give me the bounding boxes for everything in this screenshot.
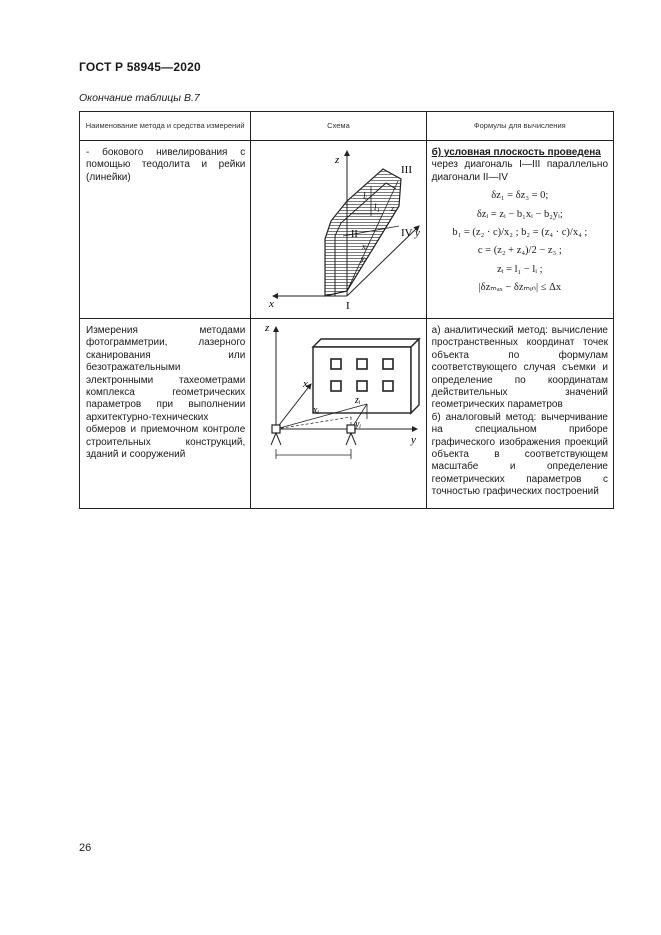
camera-station-left-icon [271,425,281,445]
axis-label-z: z [335,154,340,166]
axis-label-z: z [265,322,270,334]
axis-label-y: y [411,434,417,446]
formula-1: δz₁ = δz₃ = 0; [491,190,549,202]
method-cell [80,141,251,319]
table-caption: Окончание таблицы В.7 [79,92,200,104]
dim-label-l1: l₁ [374,202,380,212]
axis-label-y: y [415,227,421,239]
formula-3: b₁ = (z₂ · c)/x₂ ; b₂ = (z₄ · c)/x₄ ; [452,227,588,239]
point-label-i: I [346,300,350,312]
photogrammetry-scheme-diagram [251,319,425,503]
point-label-iii: III [401,164,413,176]
axis-label-x: x [269,298,275,310]
formula-5: zᵢ = l₁ − lᵢ ; [497,263,543,275]
scheme-cell [251,319,426,509]
column-header-scheme: Схема [251,112,426,141]
coord-label-xi: xᵢ [313,405,320,416]
coord-label-yi: yᵢ [355,419,362,430]
coord-label-zi: zᵢ [355,395,361,406]
table-row [80,319,614,509]
dim-label-xi: xᵢ [362,242,368,251]
formulas-cell [426,141,613,319]
method-text: - бокового нивелирования с помощью теодолита и рейки (линейки) [86,147,246,183]
method-cell [80,319,251,509]
formula-6: |δzₘₐₓ − δzₘᵢₙ| ≤ Δx [478,282,562,294]
page-number: 26 [79,842,92,854]
point-label-ii: II [351,229,358,240]
formula-2: δzᵢ = zᵢ − b₁xᵢ − b₂yᵢ; [476,208,563,220]
dim-label-zi: zᵢ [391,204,396,213]
formulas-intro: через диагональ I—III параллельно диагонали II—IV [431,159,608,183]
measurement-table [79,111,614,509]
point-label-iv: IV [401,227,413,239]
scheme-cell [251,141,426,319]
methods-description: а) аналитический метод: вычисление пространственных координат точек объекта по формулам соответствующего случая съемки и определение по координатам действительных значений геометрических параметров б) аналоговый метод: вычерчивание на специальном приборе графического изображения проекций объекта в соответствующем масштабе и определение геометрических параметров с точностью графических построений [431,325,608,498]
column-header-method: Наименование метода и средства измерений [80,112,251,141]
formula-4: c = (z₂ + z₄)/2 − z₃ ; [477,245,562,257]
dim-label-li: lᵢ [363,191,368,201]
formulas-block [427,141,613,305]
table-header-row [80,112,614,141]
dim-label-yi: yᵢ [361,254,367,263]
table-row [80,141,614,319]
formulas-cell [426,319,613,509]
side-leveling-scheme-diagram [251,141,425,313]
formulas-title: б) условная плоскость проведена [431,147,601,158]
column-header-formulas: Формулы для вычисления [426,112,613,141]
document-header: ГОСТ Р 58945—2020 [79,60,201,74]
axis-label-x: x [303,378,309,390]
method-text: Измерения методами фотограмметрии, лазерного сканирования или безотражательными электронными тахеометрами комплекса геометрических параметров при выполнении архитектурно-технических обмеров и приемочном контроле строительных конструкций, зданий и сооружений [86,325,246,461]
